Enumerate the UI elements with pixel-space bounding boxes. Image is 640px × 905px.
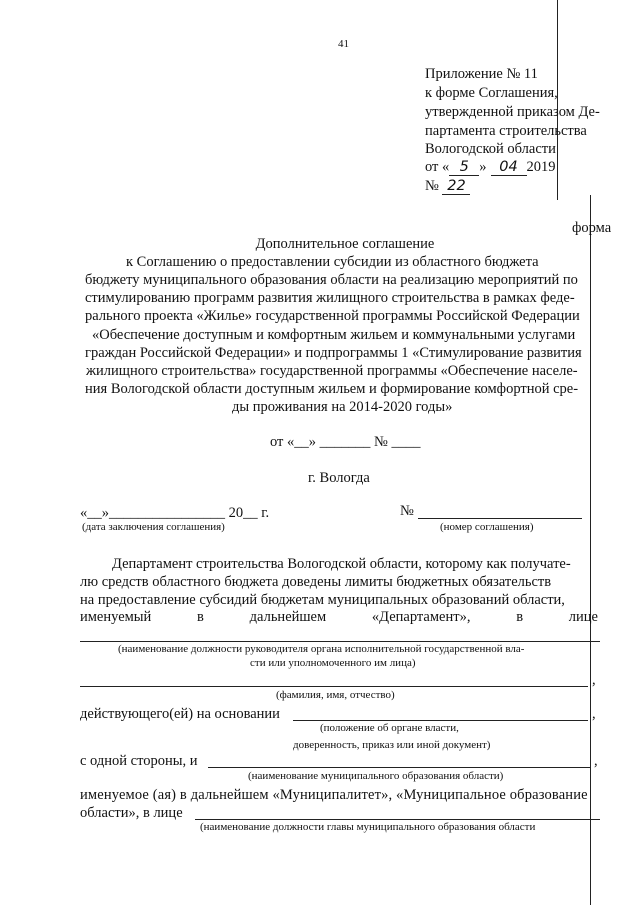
title-line: Дополнительное соглашение [255, 236, 435, 252]
appendix-line: Приложение № 11 [425, 66, 538, 82]
body-line: именуемое (ая) в дальнейшем «Муниципалитет», «Муниципальное образование [80, 787, 588, 803]
number-prefix: № [425, 178, 439, 194]
dated-line: от «__» _______ № ____ [270, 434, 421, 450]
word: в [516, 609, 524, 625]
head-position-field [195, 819, 600, 820]
one-side-label: с одной стороны, и [80, 753, 198, 769]
word: в [197, 609, 204, 625]
title-line: жилищного строительства» государственной программы «Обеспечение населе- [86, 363, 578, 379]
number-value: 22 [442, 178, 470, 195]
position-caption: сти или уполномоченного им лица) [250, 657, 416, 669]
title-line: граждан Российской Федерации» и подпрограммы 1 «Стимулирование развития [85, 345, 582, 361]
title-line: бюджету муниципального образования области на реализацию мероприятий по [85, 272, 578, 288]
agreement-date-field: «__»________________ 20__ г. [80, 505, 270, 521]
acting-label: действующего(ей) на основании [80, 706, 280, 722]
title-line: к Соглашению о предоставлении субсидии из областного бюджета [126, 254, 539, 270]
head-position-caption: (наименование должности главы муниципального образования области [200, 821, 536, 833]
city: г. Вологда [308, 470, 370, 486]
title-line: «Обеспечение доступным и комфортным жильем и коммунальными услугами [92, 327, 576, 343]
body-line: Департамент строительства Вологодской области, которому как получате- [112, 556, 571, 572]
agreement-number-prefix: № [400, 503, 414, 519]
agreement-date-caption: (дата заключения соглашения) [82, 521, 225, 533]
basis-caption: доверенность, приказ или иной документ) [293, 739, 491, 751]
scan-line [590, 195, 591, 905]
page-number: 41 [338, 38, 349, 50]
in-person-label: области», в лице [80, 805, 183, 821]
title-line: ды проживания на 2014-2020 годы» [232, 399, 453, 415]
basis-field [293, 720, 588, 721]
date-prefix: от « [425, 159, 450, 175]
form-label: форма [572, 220, 612, 236]
fio-comma: , [592, 672, 596, 688]
position-caption: (наименование должности руководителя органа исполнительной государственной вла- [118, 643, 525, 655]
basis-comma: , [592, 706, 596, 722]
date-mid: » [479, 159, 487, 175]
body-line: на предоставление субсидий бюджетам муниципальных образований области, [80, 592, 565, 608]
municipality-comma: , [594, 753, 598, 769]
title-line: рального проекта «Жилье» государственной программы Российской Федерации [85, 308, 580, 324]
appendix-line: утвержденной приказом Де- [425, 104, 600, 120]
date-year: 2019 [526, 159, 556, 175]
word: лице [568, 609, 598, 625]
body-line: лю средств областного бюджета доведены лимиты бюджетных обязательств [80, 574, 552, 590]
title-line: стимулированию программ развития жилищного строительства в рамках феде- [85, 290, 575, 306]
word: дальнейшем [249, 609, 327, 625]
date-day: 5 [449, 159, 479, 176]
appendix-line: Вологодской области [425, 141, 556, 157]
appendix-number [425, 178, 470, 195]
word: именуемый [80, 609, 152, 625]
agreement-number-field [418, 518, 582, 519]
title-line: ния Вологодской области доступным жильем и формирование комфортной сре- [85, 381, 579, 397]
basis-caption: (положение об органе власти, [320, 722, 459, 734]
municipality-caption: (наименование муниципального образования области) [248, 770, 504, 782]
word: «Департамент», [371, 609, 471, 625]
position-field [80, 641, 600, 642]
date-month: 04 [491, 159, 527, 176]
body-line-named [80, 609, 598, 626]
appendix-line: партамента строительства [425, 123, 587, 139]
agreement-number-caption: (номер соглашения) [440, 521, 534, 533]
fio-field [80, 686, 588, 687]
municipality-field [208, 767, 591, 768]
appendix-line: к форме Соглашения, [425, 85, 558, 101]
appendix-date [425, 159, 556, 176]
fio-caption: (фамилия, имя, отчество) [276, 689, 395, 701]
